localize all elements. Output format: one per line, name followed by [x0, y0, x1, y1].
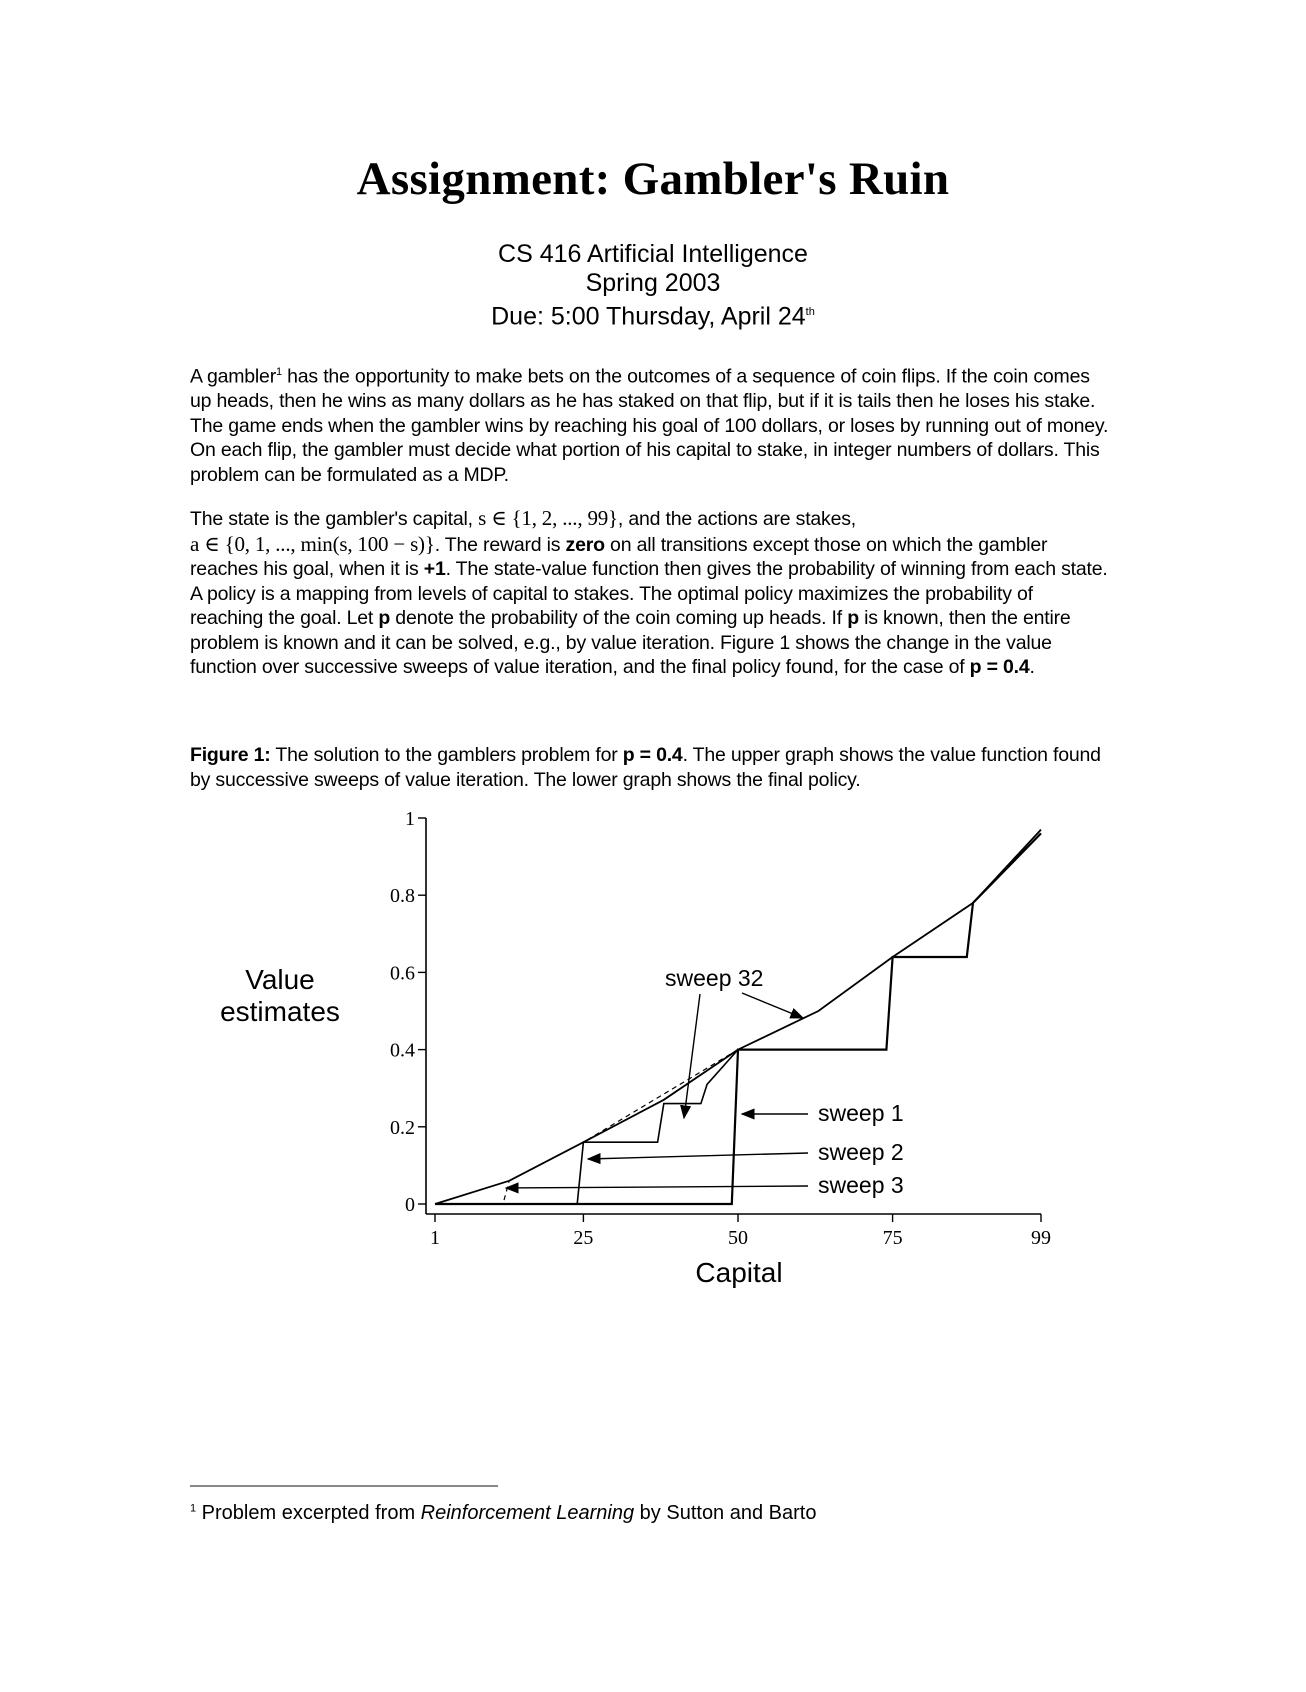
x-tick-label: 75: [882, 1227, 903, 1249]
footnote-book-title: Reinforcement Learning: [420, 1502, 635, 1524]
annotation-sweep-32: sweep 32: [665, 965, 764, 991]
series-line-sweep-3: [435, 1050, 738, 1204]
p-symbol-1: p: [378, 607, 391, 629]
course-name: CS 416 Artificial Intelligence: [498, 240, 808, 268]
para2-text-e: . The state-value function then gives the probability of winning from each state. A policy is a mapping from levels of capital to stakes. The optimal policy maximizes the probability of reaching the goal. Let: [190, 558, 1108, 629]
y-tick-label: 0.8: [390, 885, 415, 908]
footnote-mark: 1: [190, 1502, 197, 1515]
series-line-sweep-1: [435, 833, 1041, 1204]
x-axis-label: Capital: [695, 1257, 783, 1288]
p-value: p = 0.4: [969, 656, 1030, 678]
reward-plus-one: +1: [423, 558, 446, 580]
x-tick-label: 1: [430, 1227, 440, 1249]
para1-text-a: A gambler: [190, 365, 276, 388]
p-symbol-2: p: [847, 607, 859, 629]
arrow-sweep-2: [588, 1153, 808, 1159]
chart-axes: [390, 808, 1051, 1249]
reward-zero: zero: [565, 533, 605, 556]
x-tick-label: 50: [728, 1227, 748, 1249]
y-tick-label: 0.2: [390, 1116, 415, 1139]
y-tick-label: 0.4: [390, 1039, 415, 1062]
footnote-rule: [190, 1485, 498, 1487]
series-line-sweep-2: [435, 1050, 738, 1204]
para2-text-g: is known, then the entire problem is known and it can be solved, e.g., by value iteration. Figure 1 shows the change in the value function over successive sweeps of value iteration, and the final policy found, for the case of: [190, 607, 1071, 678]
action-set-formula: a ∈ {0, 1, ..., min(s, 100 − s)}: [190, 531, 435, 556]
caption-text-b: . The upper graph shows the value function found by successive sweeps of value iteration. The lower graph shows the final policy.: [190, 744, 1101, 791]
due-suffix: th: [805, 306, 815, 318]
para2-text-f: denote the probability of the coin coming up heads. If: [390, 607, 848, 629]
arrow-sweep-32b: [742, 993, 803, 1018]
annotation-sweep-3: sweep 3: [818, 1172, 904, 1198]
y-tick-label: 0: [405, 1194, 415, 1216]
series-line-sweep-32: [435, 830, 1041, 1204]
para2-text-d: on all transitions except those on which the gambler reaches his goal, when it is: [190, 533, 1048, 580]
x-tick-label: 99: [1031, 1227, 1051, 1249]
state-set-formula: s ∈ {1, 2, ..., 99}: [478, 506, 618, 530]
due-text: Due: 5:00 Thursday, April 24: [491, 302, 806, 331]
para2-text-a: The state is the gambler's capital,: [190, 508, 473, 530]
footnote-ref: 1: [276, 366, 282, 378]
para1-text-b: has the opportunity to make bets on the outcomes of a sequence of coin flips. If the coin comes up heads, then he wins as many dollars as he has staked on that flip, but if it is tails then he loses his stake. The game ends when the gambler wins by reaching his goal of 100 dollars, or loses by running out of money. On each flip, the gambler must decide what portion of his capital to stake, in integer numbers of dollars. This problem can be formulated as a MDP.: [190, 365, 1109, 486]
arrow-sweep-32a: [684, 994, 700, 1118]
caption-label: Figure 1:: [190, 744, 271, 766]
y-axis-label-line2: estimates: [220, 996, 340, 1027]
footnote: [190, 1502, 816, 1525]
annotation-sweep-1: sweep 1: [818, 1100, 904, 1126]
y-axis-label-line1: Value: [245, 964, 315, 995]
annotation-sweep-2: sweep 2: [818, 1139, 904, 1165]
caption-text-a: The solution to the gamblers problem for: [270, 744, 623, 766]
y-tick-label: 0.6: [390, 962, 415, 985]
para2-text-b: , and the actions are stakes,: [617, 508, 857, 530]
para2-text-c: . The reward is: [434, 533, 566, 556]
chart-annotations: [506, 965, 904, 1198]
footnote-text-a: Problem excerpted from: [196, 1502, 421, 1524]
chart-series: [435, 830, 1041, 1204]
arrow-sweep-3: [506, 1186, 808, 1188]
x-tick-label: 25: [573, 1227, 594, 1249]
y-tick-label: 1: [405, 808, 415, 830]
term: Spring 2003: [585, 269, 721, 297]
para2-text-h: .: [1029, 656, 1035, 678]
caption-p-value: p = 0.4: [622, 744, 683, 766]
footnote-text-b: by Sutton and Barto: [634, 1502, 817, 1524]
page-title: Assignment: Gambler's Ruin: [356, 153, 950, 205]
